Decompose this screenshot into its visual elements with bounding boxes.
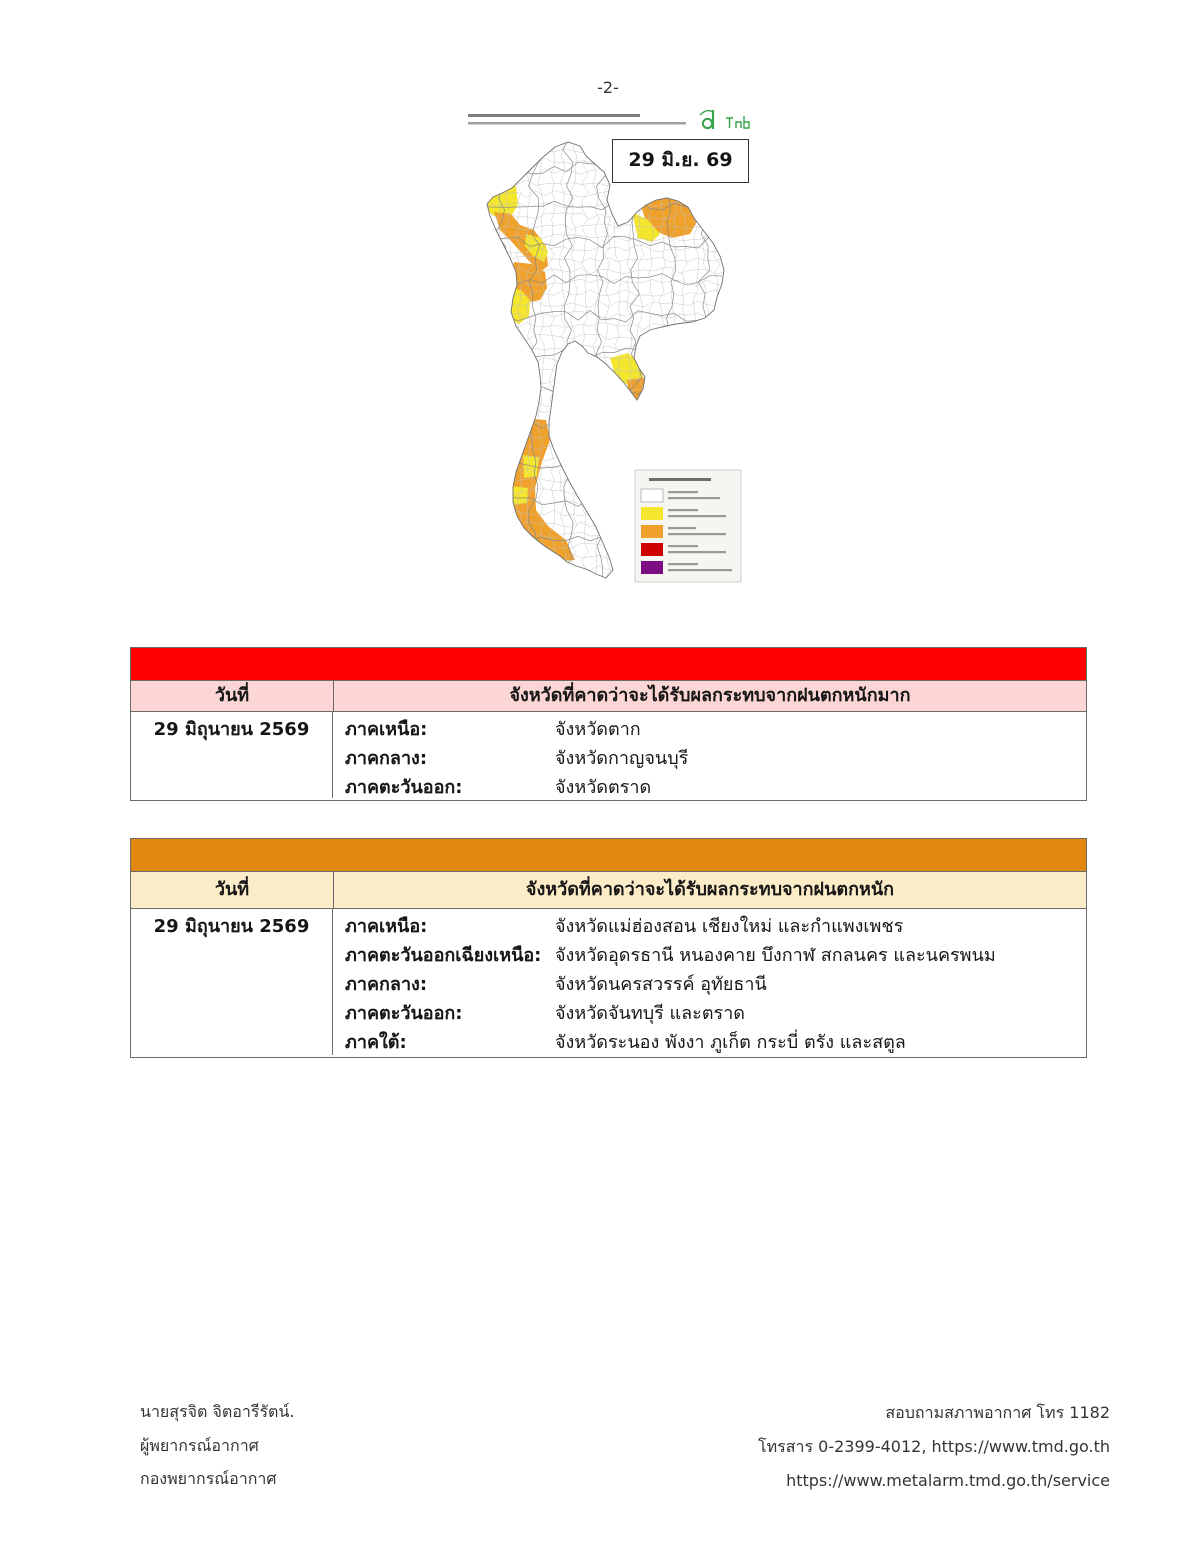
heavy-rain-table <box>130 838 1087 1058</box>
very-heavy-rain-header-bar <box>131 648 1086 680</box>
district-border-line <box>482 445 725 450</box>
district-border-line <box>482 455 725 461</box>
page-number: -2- <box>597 78 619 97</box>
region-row <box>345 970 1086 999</box>
column-header-provinces: จังหวัดที่คาดว่าจะได้รับผลกระทบจากฝนตกหนัก <box>525 879 895 900</box>
contact-fax-website: โทรสาร 0-2399-4012, https://www.tmd.go.th <box>758 1437 1110 1456</box>
province-list: จังหวัดกาญจนบุรี <box>555 748 689 769</box>
contact-info-block <box>758 1396 1110 1498</box>
contact-phone: สอบถามสภาพอากาศ โทร 1182 <box>885 1403 1110 1422</box>
forecast-date: 29 มิถุนายน 2569 <box>131 909 333 1055</box>
region-row <box>345 912 1086 941</box>
region-row <box>345 999 1086 1028</box>
region-label: ภาคตะวันออก: <box>345 1003 463 1024</box>
table-body <box>131 908 1086 1055</box>
province-list: จังหวัดตาก <box>555 719 641 740</box>
province-list: จังหวัดนครสวรรค์ อุทัยธานี <box>555 974 767 995</box>
region-label: ภาคตะวันออก: <box>345 777 463 798</box>
forecaster-name: นายสุรจิต จิตอารีรัตน์. <box>140 1402 295 1421</box>
district-border-line <box>482 411 725 417</box>
table-subheader <box>131 680 1086 711</box>
legend-swatch <box>641 489 663 502</box>
region-row <box>345 1028 1086 1055</box>
region-row <box>345 773 1086 798</box>
district-border-line <box>482 367 725 374</box>
map-legend <box>635 470 741 582</box>
region-list <box>333 909 1086 1055</box>
district-border-line <box>482 389 725 396</box>
heavy-rain-header-bar <box>131 839 1086 871</box>
province-list: จังหวัดระนอง พังงา ภูเก็ต กระบี่ ตรัง และสตูล <box>555 1032 906 1053</box>
forecast-date: 29 มิถุนายน 2569 <box>131 712 333 798</box>
district-border-line <box>482 422 725 429</box>
province-border-line <box>482 421 722 432</box>
legend-swatch <box>641 561 663 574</box>
legend-swatch <box>641 543 663 556</box>
region-label: ภาคกลาง: <box>345 974 428 995</box>
forecaster-title: ผู้พยากรณ์อากาศ <box>140 1435 259 1455</box>
legend-swatch <box>641 507 663 520</box>
province-list: จังหวัดแม่ฮ่องสอน เชียงใหม่ และกำแพงเพชร <box>555 916 904 937</box>
forecaster-signature-block <box>140 1395 294 1496</box>
map-date-label: 29 มิ.ย. 69 <box>612 139 749 183</box>
table-subheader <box>131 871 1086 908</box>
region-row <box>345 941 1086 970</box>
very-heavy-rain-table <box>130 647 1087 801</box>
column-header-date: วันที่ <box>131 681 334 711</box>
table-body <box>131 711 1086 798</box>
province-list: จังหวัดอุดรธานี หนองคาย บึงกาฬ สกลนคร และนครพนม <box>555 945 996 966</box>
region-label: ภาคกลาง: <box>345 748 428 769</box>
region-label: ภาคตะวันออกเฉียงเหนือ: <box>345 945 542 966</box>
district-border-line <box>482 378 725 385</box>
region-list <box>333 712 1086 798</box>
province-list: จังหวัดจันทบุรี และตราด <box>555 1003 745 1024</box>
heavy-rain-area <box>523 455 539 478</box>
contact-service-url: https://www.metalarm.tmd.go.th/service <box>786 1471 1110 1490</box>
region-row <box>345 715 1086 744</box>
map-caption-lines <box>468 114 686 125</box>
province-list: จังหวัดตราด <box>555 777 652 798</box>
column-header-provinces: จังหวัดที่คาดว่าจะได้รับผลกระทบจากฝนตกหนักมาก <box>509 685 911 706</box>
district-border-line <box>482 433 725 439</box>
province-border-line <box>482 385 722 396</box>
district-border-line <box>482 400 725 407</box>
column-header-date: วันที่ <box>131 872 334 908</box>
region-row <box>345 744 1086 773</box>
region-label: ภาคใต้: <box>345 1032 407 1053</box>
region-label: ภาคเหนือ: <box>345 719 428 740</box>
logo-icon <box>700 110 749 129</box>
region-label: ภาคเหนือ: <box>345 916 428 937</box>
forecaster-division: กองพยากรณ์อากาศ <box>140 1469 277 1488</box>
legend-swatch <box>641 525 663 538</box>
